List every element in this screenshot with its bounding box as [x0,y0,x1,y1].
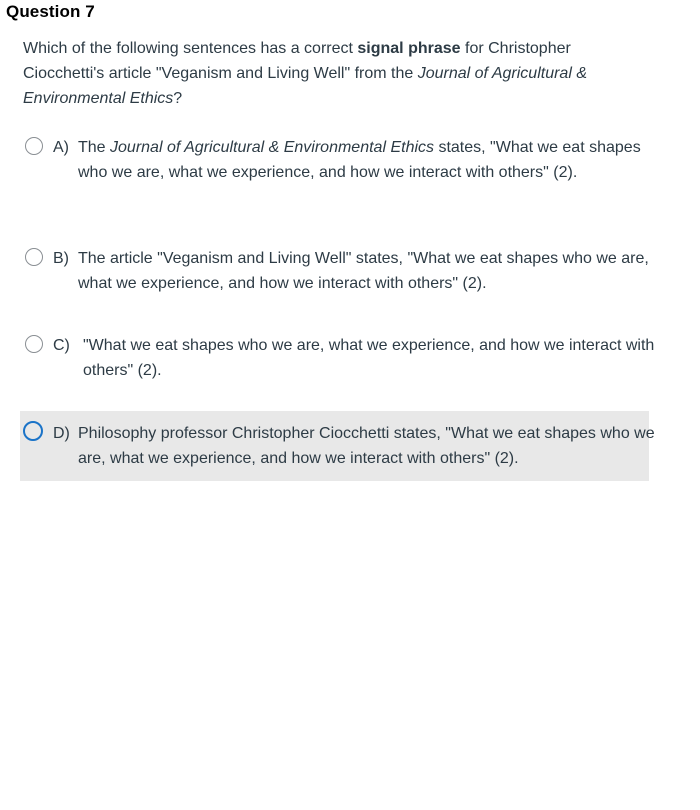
answer-text-c: "What we eat shapes who we are, what we experience, and how we interact with others" (2). [83,337,655,379]
prompt-text-2: for Christopher Ciocchetti's article "Veganism and Living Well" from the [23,40,571,82]
answer-option-c[interactable] [20,333,655,385]
radio-button-a[interactable] [25,137,43,155]
answer-text-a [78,135,663,185]
prompt-text-1: Which of the following sentences has a correct [23,40,358,57]
answer-a-text-italic: Journal of Agricultural & Environmental Ethics [110,139,435,156]
answer-option-d[interactable] [20,411,655,481]
answer-letter-b: B) [53,250,69,267]
prompt-italic-text: Journal of Agricultural & Environmental Ethics [23,65,587,107]
answer-text-d: Philosophy professor Christopher Ciocchetti states, "What we eat shapes who we are, what we experience, and how we interact with others" (2). [78,425,655,467]
prompt-bold-text: signal phrase [357,40,461,57]
radio-button-d[interactable] [23,421,43,441]
radio-button-c[interactable] [25,335,43,353]
radio-button-b[interactable] [25,248,43,266]
answer-a-text-after: states, "What we eat shapes who we are, what we experience, and how we interact with others" (2). [78,139,641,181]
prompt-text-3: ? [173,90,183,107]
answer-text-b: The article "Veganism and Living Well" states, "What we eat shapes who we are, what we experience, and how we interact with others" (2). [78,250,649,292]
answer-a-text-before: The [78,139,111,156]
answer-option-b[interactable] [20,246,649,298]
answer-letter-a: A) [53,139,69,156]
answer-option-a[interactable] [20,135,649,213]
question-prompt [23,36,653,111]
answer-letter-c: C) [53,337,70,354]
question-title: Question 7 [6,2,95,21]
answer-letter-d: D) [53,425,70,442]
